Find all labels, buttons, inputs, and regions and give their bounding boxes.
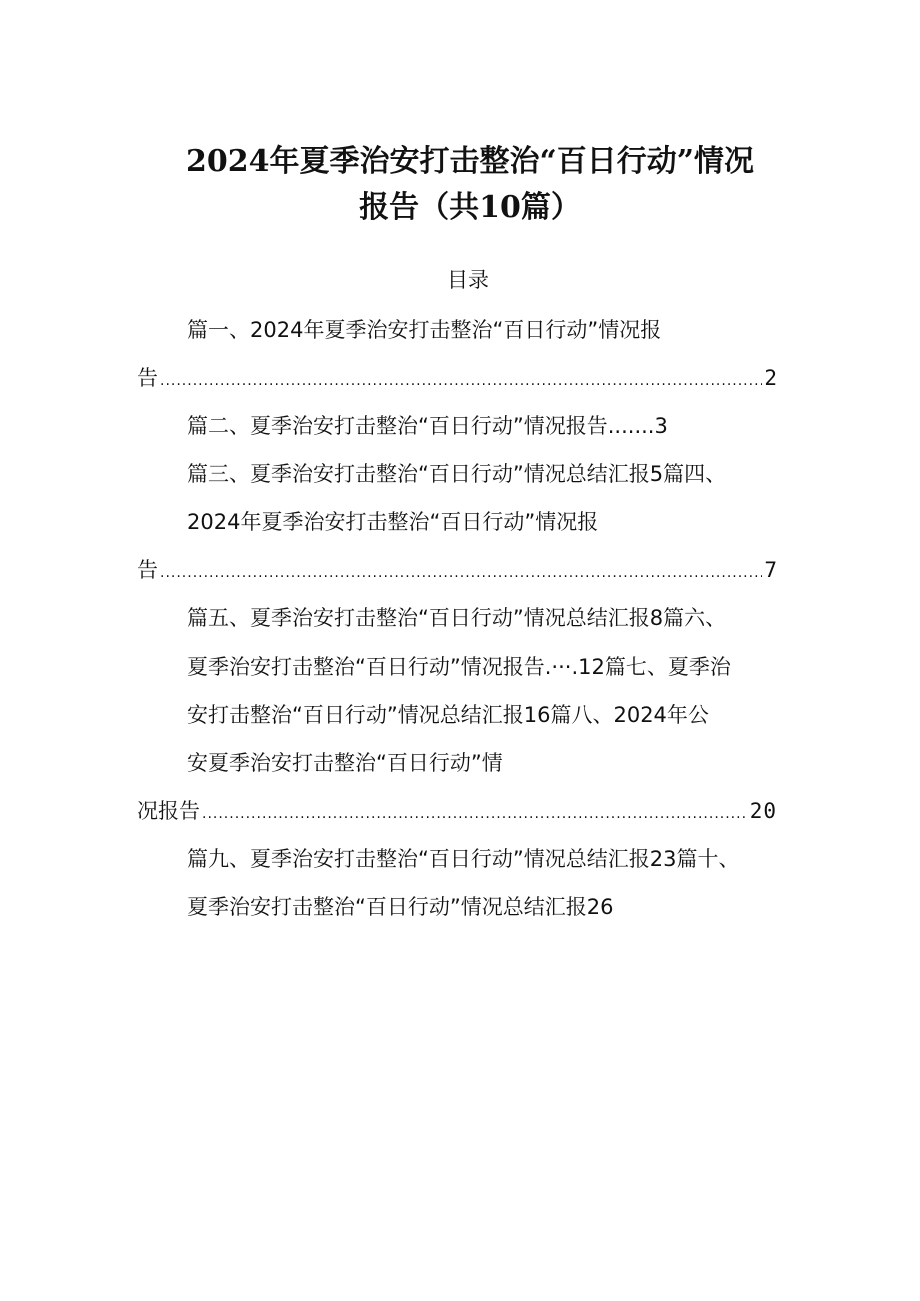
- toc-line-7[interactable]: 篇五、夏季治安打击整治“百日行动”情况总结汇报8篇六、: [187, 606, 727, 630]
- toc-line-12[interactable]: 篇九、夏季治安打击整治“百日行动”情况总结汇报23篇十、: [187, 847, 740, 871]
- toc-line-5[interactable]: 2024年夏季治安打击整治“百日行动”情况报: [187, 510, 599, 534]
- toc-line-1[interactable]: 篇一、2024年夏季治安打击整治“百日行动”情况报: [187, 318, 662, 342]
- toc-entry-text: 告: [137, 366, 158, 390]
- toc-entry-text: 告: [137, 558, 158, 582]
- document-title-line-1: 2024年夏季治安打击整治“百日行动”情况: [185, 144, 754, 179]
- dot-leader: [202, 798, 748, 830]
- toc-line-10[interactable]: 安夏季治安打击整治“百日行动”情: [187, 751, 503, 775]
- toc-page-number: 20: [749, 799, 777, 823]
- toc-line-4[interactable]: 篇三、夏季治安打击整治“百日行动”情况总结汇报5篇四、: [187, 462, 727, 486]
- toc-heading: 目录: [447, 268, 489, 292]
- toc-entry-text: 况报告: [137, 799, 200, 823]
- dot-leader: [160, 557, 762, 589]
- toc-line-8[interactable]: 夏季治安打击整治“百日行动”情况报告.···.12篇七、夏季治: [187, 655, 731, 679]
- toc-line-13[interactable]: 夏季治安打击整治“百日行动”情况总结汇报26: [187, 895, 614, 919]
- toc-page-number: 2: [764, 366, 778, 390]
- toc-line-11[interactable]: [137, 795, 777, 830]
- dot-leader: [160, 365, 762, 397]
- toc-line-3[interactable]: 篇二、夏季治安打击整治“百日行动”情况报告.......3: [187, 414, 668, 438]
- document-title-line-2: 报告（共10篇）: [359, 190, 581, 225]
- toc-page-number: 7: [764, 558, 778, 582]
- toc-line-9[interactable]: 安打击整治“百日行动”情况总结汇报16篇八、2024年公: [187, 703, 709, 727]
- toc-line-6[interactable]: [137, 554, 778, 589]
- toc-line-2[interactable]: [137, 362, 778, 397]
